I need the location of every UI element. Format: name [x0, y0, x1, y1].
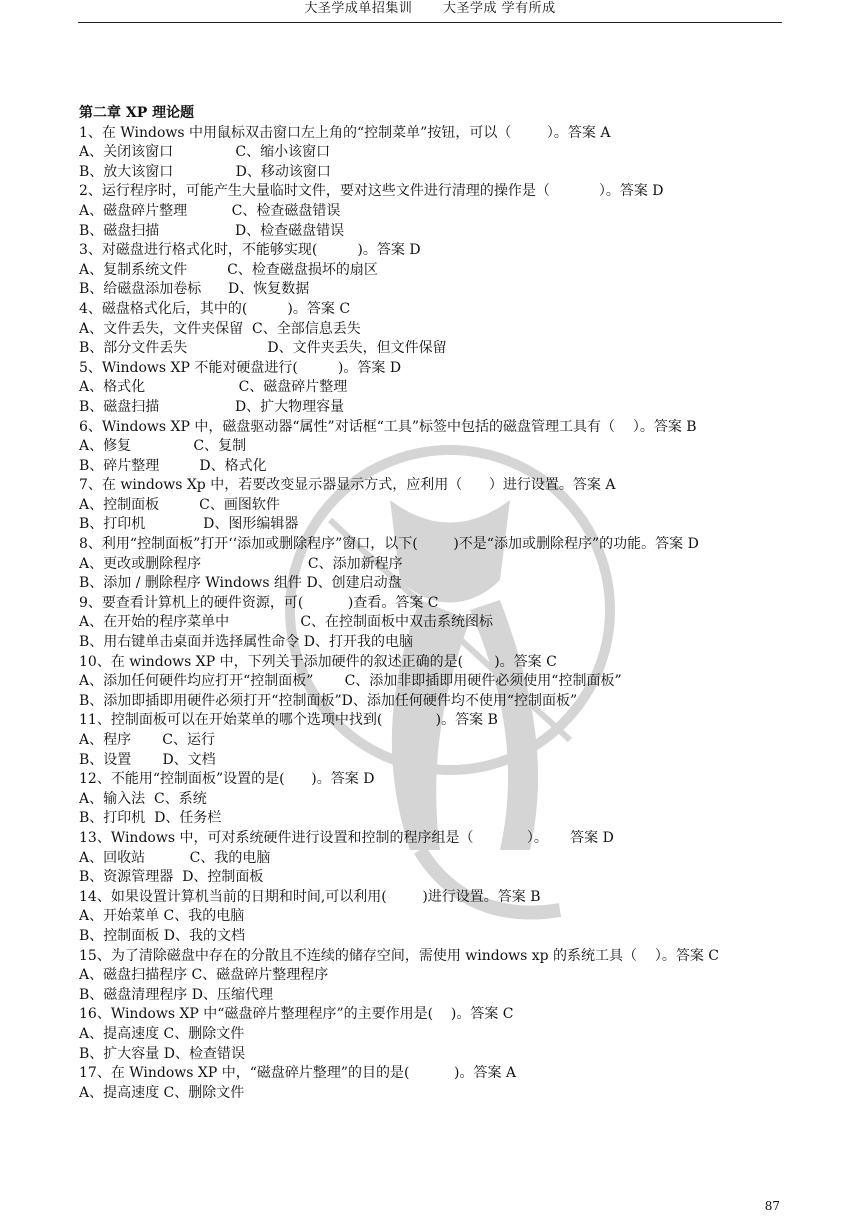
question-line: B、设置 D、文档: [79, 751, 216, 768]
question-line: A、程序 C、运行: [79, 732, 215, 748]
question-line: B、资源管理器 D、控制面板: [79, 869, 264, 886]
question-line: 16、Windows XP 中“磁盘碎片整理程序”的主要作用是( )。答案 C: [79, 1006, 514, 1023]
question-line: 6、Windows XP 中，磁盘驱动器“属性”对话框“工具”标签中包括的磁盘管理工具有（ ）。答案 B: [79, 418, 697, 435]
page-number: 87: [764, 1199, 780, 1213]
question-line: A、格式化 C、磁盘碎片整理: [79, 379, 348, 396]
question-line: B、部分文件丢失 D、文件夹丢失，但文件保留: [79, 340, 447, 357]
question-line: 5、Windows XP 不能对硬盘进行( )。答案 D: [79, 359, 402, 376]
question-line: A、文件丢失，文件夹保留 C、全部信息丢失: [79, 320, 361, 337]
question-line: A、回收站 C、我的电脑: [79, 849, 271, 866]
question-line: A、更改或删除程序 C、添加新程序: [79, 555, 403, 572]
question-line: B、磁盘清理程序 D、压缩代理: [79, 986, 273, 1003]
question-line: B、扩大容量 D、检查错误: [79, 1045, 245, 1062]
question-line: A、在开始的程序菜单中 C、在控制面板中双击系统图标: [79, 614, 494, 631]
question-line: 2、运行程序时，可能产生大量临时文件，要对这些文件进行清理的操作是（ ）。答案 D: [79, 183, 664, 200]
question-line: B、放大该窗口 D、移动该窗口: [79, 163, 331, 180]
question-line: B、打印机 D、任务栏: [79, 810, 222, 827]
question-line: B、添加 / 删除程序 Windows 组件 D、创建启动盘: [79, 575, 402, 592]
question-line: A、添加任何硬件均应打开“控制面板” C、添加非即插即用硬件必须使用“控制面板”: [79, 673, 622, 690]
question-line: A、控制面板 C、画图软件: [79, 496, 280, 513]
question-line: 8、利用“控制面板”打开‘‘添加或删除程序”窗口，以下( )不是“添加或删除程序”的功能。答案 D: [79, 536, 699, 553]
question-line: B、给磁盘添加卷标 D、恢复数据: [79, 281, 310, 298]
page-header: [78, 0, 782, 23]
question-line: A、磁盘碎片整理 C、检查磁盘错误: [79, 202, 341, 219]
question-line: A、磁盘扫描程序 C、磁盘碎片整理程序: [79, 967, 329, 984]
question-line: 14、如果设置计算机当前的日期和时间,可以利用( )进行设置。答案 B: [79, 888, 541, 905]
question-line: A、输入法 C、系统: [79, 790, 207, 807]
question-line: 7、在 windows Xp 中，若要改变显示器显示方式，应利用（ ）进行设置。答案 A: [79, 477, 616, 494]
question-line: 11、控制面板可以在开始菜单的哪个选项中找到( )。答案 B: [79, 712, 498, 729]
question-line: B、控制面板 D、我的文档: [79, 927, 245, 944]
question-line: A、复制系统文件 C、检查磁盘损坏的扇区: [79, 261, 378, 278]
question-line: B、磁盘扫描 D、检查磁盘错误: [79, 222, 345, 239]
question-line: 3、对磁盘进行格式化时，不能够实现( )。答案 D: [79, 242, 421, 259]
question-line: A、开始菜单 C、我的电脑: [79, 908, 245, 925]
question-line: B、添加即插即用硬件必须打开“控制面板”D、添加任何硬件均不使用“控制面板”: [79, 692, 578, 709]
question-line: A、关闭该窗口 C、缩小该窗口: [79, 144, 331, 161]
header-left: 大圣学成单招集训: [304, 1, 413, 16]
chapter-title: 第二章 XP 理论题: [79, 105, 195, 121]
question-line: 15、为了清除磁盘中存在的分散且不连续的储存空间，需使用 windows xp 的系统工具（ ）。答案 C: [79, 947, 720, 964]
question-line: 17、在 Windows XP 中，“磁盘碎片整理”的目的是( )。答案 A: [79, 1065, 517, 1082]
question-line: 9、要查看计算机上的硬件资源，可( )查看。答案 C: [79, 594, 439, 611]
question-line: 10、在 windows XP 中，下列关于添加硬件的叙述正确的是( )。答案 C: [79, 653, 557, 670]
question-line: B、打印机 D、图形编辑器: [79, 516, 299, 533]
question-line: 4、磁盘格式化后，其中的( )。答案 C: [79, 300, 351, 317]
question-line: A、修复 C、复制: [79, 438, 247, 455]
question-line: 13、Windows 中，可对系统硬件进行设置和控制的程序组是（ ）。 答案 D: [79, 829, 614, 846]
question-line: B、磁盘扫描 D、扩大物理容量: [79, 398, 345, 415]
question-line: 1、在 Windows 中用鼠标双击窗口左上角的“控制菜单”按钮，可以（ ）。答案 A: [79, 124, 611, 141]
question-line: 12、不能用“控制面板”设置的是( )。答案 D: [79, 771, 375, 788]
document-body: [79, 104, 799, 1103]
header-right: 大圣学成 学有所成: [443, 1, 556, 16]
question-line: B、用右键单击桌面并选择属性命令 D、打开我的电脑: [79, 634, 413, 651]
question-line: A、提高速度 C、删除文件: [79, 1025, 245, 1042]
question-line: A、提高速度 C、删除文件: [79, 1084, 245, 1101]
question-list: [79, 124, 799, 1104]
question-line: B、碎片整理 D、格式化: [79, 457, 267, 474]
